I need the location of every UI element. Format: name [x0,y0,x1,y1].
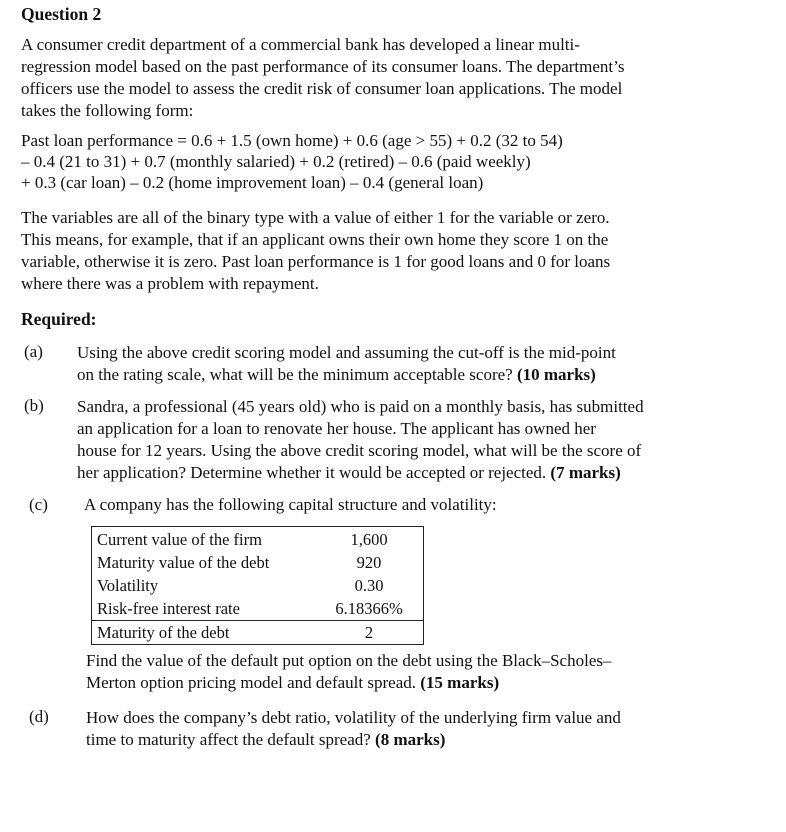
intro-line: A consumer credit department of a commercial bank has developed a linear multi- [21,35,580,54]
table-row [92,597,424,621]
variables-paragraph [21,207,610,295]
part-d-line: How does the company’s debt ratio, volatility of the underlying firm value and [86,708,621,727]
part-c-line: Find the value of the default put option on the debt using the Black–Scholes– [86,651,612,670]
part-b-line: her application? Determine whether it would be accepted or rejected. [77,463,551,482]
part-c-label: (c) [29,495,48,514]
variables-line: variable, otherwise it is zero. Past loan performance is 1 for good loans and 0 for loans [21,252,611,271]
formula-line: + 0.3 (car loan) – 0.2 (home improvement loan) – 0.4 (general loan) [21,173,484,192]
table-cell-value: 6.18366% [335,598,403,618]
table-cell-value: 0.30 [354,575,384,595]
table-cell-value: 1,600 [350,529,388,549]
table-row [92,551,424,574]
intro-line: takes the following form: [21,101,194,120]
part-c-text [86,650,612,694]
table-cell-label: Volatility [97,575,159,595]
part-a-line: on the rating scale, what will be the minimum acceptable score? [77,365,517,384]
part-a-label: (a) [24,342,43,361]
intro-line: officers use the model to assess the credit risk of consumer loan applications. The model [21,79,623,98]
intro-paragraph [21,34,624,122]
table-row [92,574,424,597]
part-b-line: an application for a loan to renovate her house. The applicant has owned her [77,419,596,438]
part-b-text [77,396,644,484]
variables-line: where there was a problem with repayment. [21,274,319,293]
question-title: Question 2 [21,4,102,24]
capital-structure-table [91,526,424,645]
intro-line: regression model based on the past performance of its consumer loans. The department’s [21,57,625,76]
table-cell-label: Risk-free interest rate [97,598,240,618]
variables-line: This means, for example, that if an applicant owns their own home they score 1 on the [21,230,609,249]
part-d-text [86,707,621,751]
table-row [92,527,424,552]
part-d-marks: (8 marks) [375,730,446,749]
table-cell-value: 2 [315,621,424,645]
part-c-marks: (15 marks) [420,673,500,692]
part-b-label: (b) [24,396,44,415]
table-row [92,621,424,645]
part-a-line: Using the above credit scoring model and assuming the cut-off is the mid-point [77,343,616,362]
part-b-marks: (7 marks) [550,463,621,482]
part-d-line: time to maturity affect the default spread? [86,730,376,749]
table-cell-label: Maturity value of the debt [97,552,270,572]
required-heading: Required: [21,309,97,329]
part-b-line: house for 12 years. Using the above credit scoring model, what will be the score of [77,441,642,460]
table-cell-value: 920 [356,552,382,572]
table-cell-label: Current value of the firm [97,529,262,549]
variables-line: The variables are all of the binary type with a value of either 1 for the variable or zero. [21,208,610,227]
part-a-marks: (10 marks) [516,365,596,384]
formula-line: – 0.4 (21 to 31) + 0.7 (monthly salaried) + 0.2 (retired) – 0.6 (paid weekly) [21,152,531,171]
part-d-label: (d) [29,707,49,726]
part-c-intro: A company has the following capital structure and volatility: [84,495,497,514]
formula-line: Past loan performance = 0.6 + 1.5 (own home) + 0.6 (age > 55) + 0.2 (32 to 54) [21,131,563,150]
part-b-line: Sandra, a professional (45 years old) who is paid on a monthly basis, has submitted [77,397,644,416]
table-cell-label: Maturity of the debt [92,621,316,645]
part-c-line: Merton option pricing model and default spread. [86,673,421,692]
formula-block [21,130,563,193]
part-a-text [77,342,616,386]
